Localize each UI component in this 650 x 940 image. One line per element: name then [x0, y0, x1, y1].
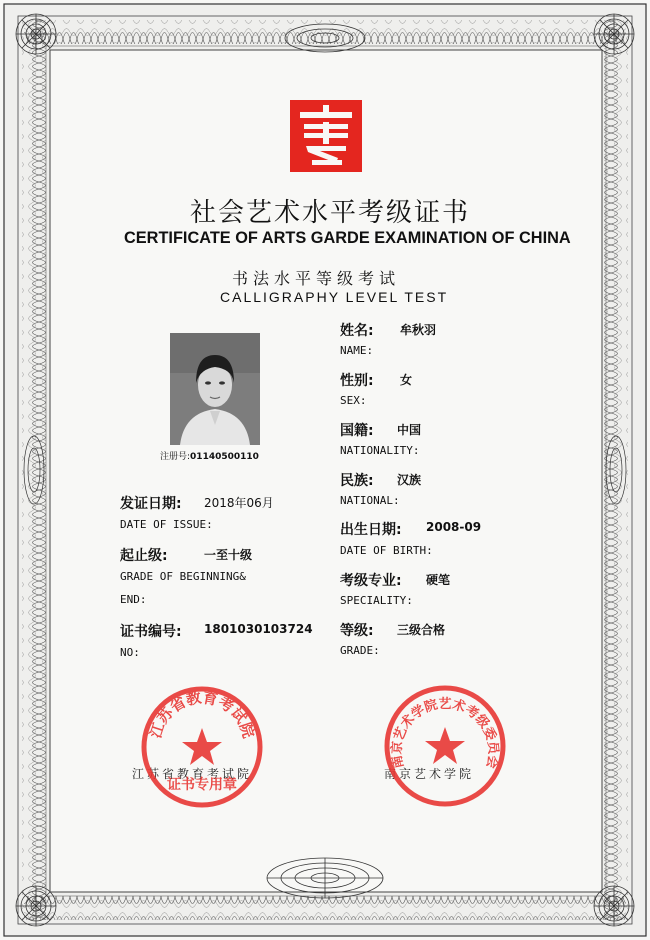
birth-value: 2008-09: [426, 520, 482, 534]
grade-range-value: 一至十级: [204, 548, 253, 562]
issue-date-label-cn: 发证日期:: [120, 496, 182, 512]
certificate-number-label-en: NO:: [120, 646, 140, 659]
issuer-right: 南京艺术学院: [384, 767, 475, 781]
grade-range-label-en-end: END:: [120, 593, 147, 606]
left-official-seal: [139, 684, 265, 810]
national-label-en: NATIONAL:: [340, 494, 400, 507]
nationality-value: 中国: [397, 423, 422, 437]
title-english: CERTIFICATE OF ARTS GARDE EXAMINATION OF CHINA: [124, 228, 571, 247]
certificate-number-label-cn: 证书编号:: [120, 624, 182, 640]
grade-value: 三级合格: [397, 623, 446, 637]
national-label-cn: 民族:: [340, 473, 374, 489]
registration-label: 注册号:01140500110: [160, 452, 259, 462]
name-label-en: NAME:: [340, 344, 374, 357]
subtitle-chinese: 书法水平等级考试: [232, 269, 401, 288]
nationality-label-cn: 国籍:: [340, 423, 374, 439]
grade-range-label-cn: 起止级:: [120, 548, 168, 564]
sex-value: 女: [400, 373, 413, 387]
birth-label-cn: 出生日期:: [340, 522, 402, 538]
right-official-seal: [382, 683, 508, 809]
name-value: 牟秋羽: [400, 323, 437, 337]
sex-label-cn: 性别:: [340, 373, 374, 389]
name-label-cn: 姓名:: [340, 323, 374, 339]
issuer-left: 江苏省教育考试院: [132, 767, 253, 781]
issue-date-value: 2018年06月: [204, 496, 274, 510]
nationality-label-en: NATIONALITY:: [340, 444, 420, 457]
svg-text:南京艺术学院艺术考级委员会: 南京艺术学院艺术考级委员会: [389, 696, 501, 770]
national-value: 汉族: [397, 473, 422, 487]
emblem-logo: [290, 100, 362, 172]
grade-label-cn: 等级:: [340, 623, 374, 639]
svg-text:江苏省教育考试院: 江苏省教育考试院: [146, 688, 258, 741]
title-chinese: 社会艺术水平考级证书: [190, 198, 471, 228]
grade-label-en: GRADE:: [340, 644, 380, 657]
birth-label-en: DATE OF BIRTH:: [340, 544, 433, 557]
subtitle-english: CALLIGRAPHY LEVEL TEST: [220, 289, 449, 305]
sex-label-en: SEX:: [340, 394, 367, 407]
speciality-label-cn: 考级专业:: [340, 573, 402, 589]
certificate-number-value: 1801030103724: [204, 622, 313, 636]
speciality-value: 硬笔: [426, 573, 451, 587]
svg-text:证书专用章: 证书专用章: [167, 777, 237, 793]
speciality-label-en: SPECIALITY:: [340, 594, 413, 607]
grade-range-label-en: GRADE OF BEGINNING&: [120, 570, 246, 583]
issue-date-label-en: DATE OF ISSUE:: [120, 518, 213, 531]
portrait-photo: [170, 333, 260, 445]
